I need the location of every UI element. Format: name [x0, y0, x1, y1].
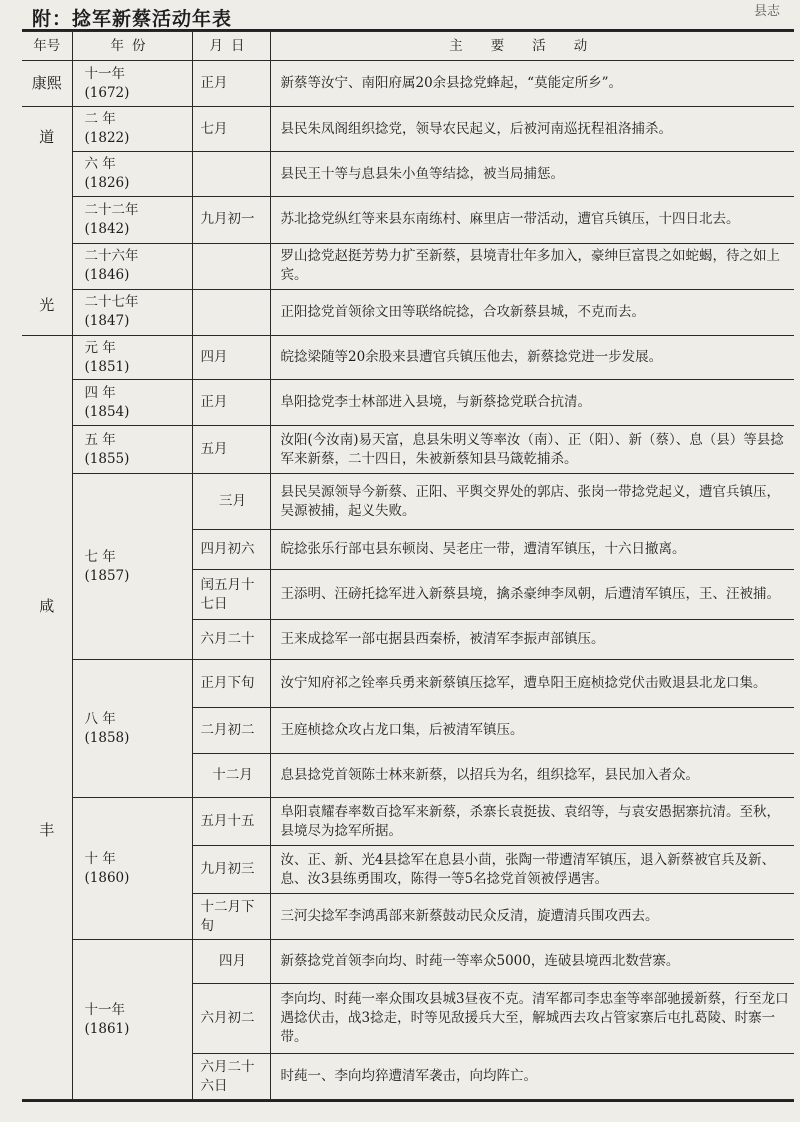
month-cell [192, 152, 270, 197]
month-cell: 六月二十 [192, 620, 270, 660]
year-cell: 十 年 (1860) [72, 798, 192, 940]
activity-cell: 皖捻张乐行部屯县东顿岗、吴老庄一带，遭清军镇压，十六日撤离。 [270, 530, 794, 570]
month-cell: 十二月 [192, 754, 270, 798]
activity-cell: 汝宁知府祁之铨率兵勇来新蔡镇压捻军，遭阜阳王庭桢捻党伏击败退县北龙口集。 [270, 660, 794, 708]
month-cell: 正月下旬 [192, 660, 270, 708]
year-cell: 四 年 (1854) [72, 380, 192, 426]
chronology-table [22, 31, 794, 1100]
month-cell: 五月 [192, 426, 270, 474]
table-row [22, 107, 794, 152]
activity-cell: 王庭桢捻众攻占龙口集，后被清军镇压。 [270, 708, 794, 754]
year-cell: 二十七年 (1847) [72, 289, 192, 335]
table-row [22, 243, 794, 289]
month-cell [192, 243, 270, 289]
year-cell: 十一年 (1861) [72, 940, 192, 1100]
month-cell: 四月 [192, 336, 270, 380]
month-cell: 二月初二 [192, 708, 270, 754]
table-row [22, 152, 794, 197]
table-row [22, 426, 794, 474]
table-row [22, 336, 794, 380]
year-cell: 八 年 (1858) [72, 660, 192, 798]
activity-cell: 罗山捻党赵挺芳势力扩至新蔡，县境青壮年多加入，豪绅巨富畏之如蛇蝎，待之如上宾。 [270, 243, 794, 289]
month-cell: 正月 [192, 380, 270, 426]
month-cell: 五月十五 [192, 798, 270, 846]
activity-cell: 阜阳捻党李士林部进入县境，与新蔡捻党联合抗清。 [270, 380, 794, 426]
header-month: 月日 [192, 32, 270, 61]
table-row [22, 474, 794, 530]
month-cell: 六月初二 [192, 984, 270, 1054]
table-row [22, 660, 794, 708]
era-cell: 康熙 [22, 61, 72, 107]
activity-cell: 正阳捻党首领徐文田等联络皖捻，合攻新蔡县城，不克而去。 [270, 289, 794, 335]
table-row [22, 289, 794, 335]
header-row [22, 32, 794, 61]
activity-cell: 县民吴源领导今新蔡、正阳、平舆交界处的郭店、张岗一带捻党起义，遭官兵镇压，吴源被捕，起义失败。 [270, 474, 794, 530]
activity-cell: 王来成捻军一部屯据县西秦桥，被清军李振声部镇压。 [270, 620, 794, 660]
month-cell: 九月初一 [192, 197, 270, 243]
table-row [22, 940, 794, 984]
year-cell: 五 年 (1855) [72, 426, 192, 474]
running-head: 县志 [753, 4, 780, 19]
month-cell: 四月 [192, 940, 270, 984]
activity-cell: 皖捻梁随等20余股来县遭官兵镇压他去，新蔡捻党进一步发展。 [270, 336, 794, 380]
header-year: 年份 [72, 32, 192, 61]
activity-cell: 新蔡捻党首领李向均、时莼一等率众5000，连破县境西北数营寨。 [270, 940, 794, 984]
header-activity: 主要活动 [270, 32, 794, 61]
year-cell: 十一年 (1672) [72, 61, 192, 107]
bottom-rule [22, 1100, 794, 1102]
table-row [22, 798, 794, 846]
year-cell: 二十六年 (1846) [72, 243, 192, 289]
activity-cell: 新蔡等汝宁、南阳府属20余县捻党蜂起，“莫能定所乡”。 [270, 61, 794, 107]
activity-cell: 苏北捻党纵红等来县东南练村、麻里店一带活动，遭官兵镇压，十四日北去。 [270, 197, 794, 243]
month-cell: 九月初三 [192, 846, 270, 894]
year-cell: 元 年 (1851) [72, 336, 192, 380]
month-cell: 正月 [192, 61, 270, 107]
page-title: 附：捻军新蔡活动年表 [32, 8, 233, 30]
activity-cell: 时莼一、李向均猝遭清军袭击，向均阵亡。 [270, 1054, 794, 1100]
year-cell: 二十二年 (1842) [72, 197, 192, 243]
month-cell [192, 289, 270, 335]
activity-cell: 汝、正、新、光4县捻军在息县小茴，张陶一带遭清军镇压，退入新蔡被官兵及新、息、汝3县练勇围攻，陈得一等5名捻党首领被俘遇害。 [270, 846, 794, 894]
activity-cell: 县民王十等与息县朱小鱼等结捻，被当局捕惩。 [270, 152, 794, 197]
activity-cell: 县民朱凤阁组织捻党，领导农民起义，后被河南巡抚程祖洛捕杀。 [270, 107, 794, 152]
activity-cell: 王添明、汪磅托捻军进入新蔡县境，擒杀豪绅李凤朝，后遭清军镇压，王、汪被捕。 [270, 570, 794, 620]
era-cell: 咸 丰 [22, 336, 72, 1100]
month-cell: 三月 [192, 474, 270, 530]
month-cell: 闰五月十七日 [192, 570, 270, 620]
table-row [22, 197, 794, 243]
activity-cell: 阜阳袁耀春率数百捻军来新蔡，杀寨长袁挺拔、袁绍等，与袁安愚据寨抗清。至秋，县境尽为捻军所据。 [270, 798, 794, 846]
year-cell: 二 年 (1822) [72, 107, 192, 152]
header-era: 年号 [22, 32, 72, 61]
month-cell: 六月二十六日 [192, 1054, 270, 1100]
month-cell: 十二月下旬 [192, 894, 270, 940]
activity-cell: 汝阳(今汝南)易天富，息县朱明义等率汝（南）、正（阳）、新（蔡）、息（县）等县捻军来新蔡，二十四日，朱被新蔡知县马箴乾捕杀。 [270, 426, 794, 474]
year-cell: 七 年 (1857) [72, 474, 192, 660]
table-row [22, 61, 794, 107]
era-cell: 道 光 [22, 107, 72, 336]
activity-cell: 息县捻党首领陈士林来新蔡，以招兵为名，组织捻军，县民加入者众。 [270, 754, 794, 798]
year-cell: 六 年 (1826) [72, 152, 192, 197]
month-cell: 七月 [192, 107, 270, 152]
activity-cell: 三河尖捻军李鸿禹部来新蔡鼓动民众反清，旋遭清兵围攻西去。 [270, 894, 794, 940]
month-cell: 四月初六 [192, 530, 270, 570]
table-row [22, 380, 794, 426]
activity-cell: 李向均、时莼一率众围攻县城3昼夜不克。清军都司李忠奎等率部驰援新蔡，行至龙口遇捻伏击，战3捻走，时等见敌援兵大至，解城西去攻占管家寨后屯扎葛陵、时寨一带。 [270, 984, 794, 1054]
